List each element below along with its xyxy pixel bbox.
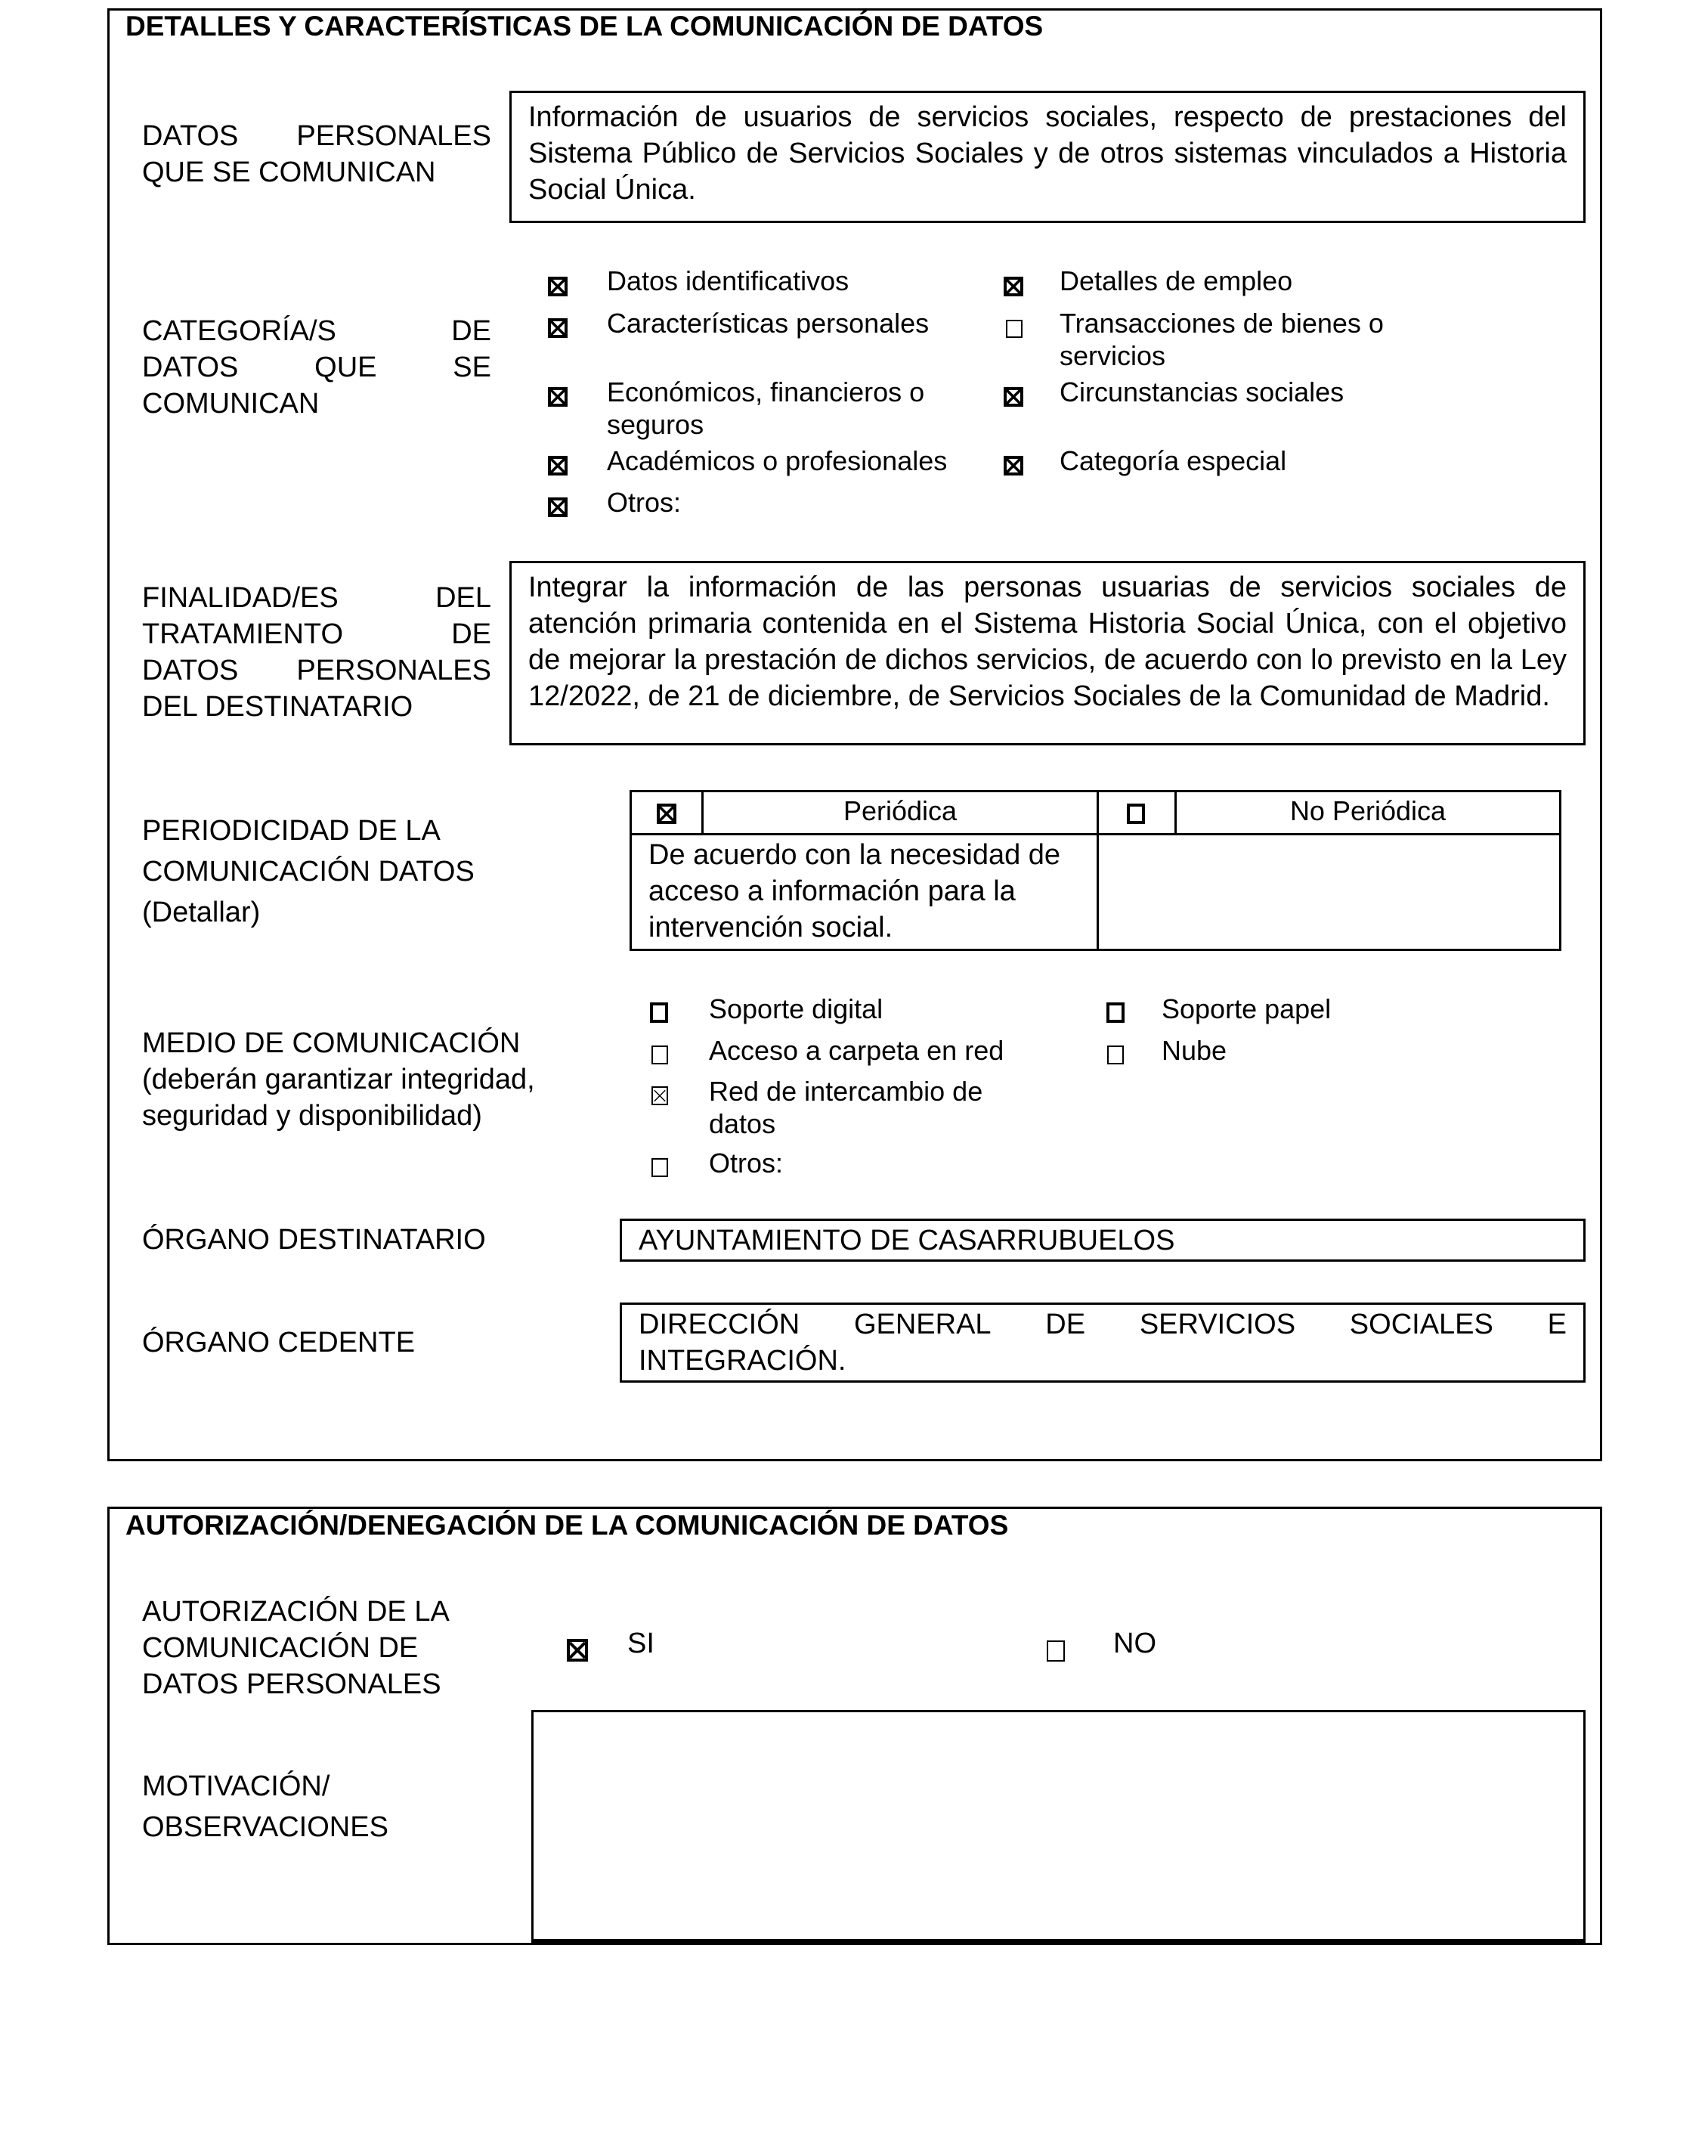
- authorization-label: [142, 1594, 565, 1702]
- personal-data-value: Información de usuarios de servicios sociales, respecto de prestaciones del Sistema Público de Servicios Sociales y de otros sistemas vinculados a Historia Social Única.: [528, 101, 1567, 206]
- categories-label-word: DATOS: [142, 352, 239, 383]
- category-label-economicos: [607, 376, 970, 441]
- medium-label-line: MEDIO DE COMUNICACIÓN: [142, 1027, 521, 1059]
- non-periodic-detail-cell[interactable]: [1098, 835, 1561, 950]
- medium-label: [142, 1025, 596, 1134]
- checked-x-icon: [551, 459, 565, 472]
- categories-label-word: QUE: [314, 352, 377, 383]
- non-periodic-header: [1176, 791, 1561, 835]
- transferor-value-word: SERVICIOS: [1139, 1309, 1296, 1340]
- categories-label: [142, 313, 491, 422]
- personal-data-label-line: QUE SE COMUNICAN: [142, 156, 436, 188]
- category-checkbox-categoria-especial[interactable]: [1004, 456, 1023, 475]
- purpose-label-line: DEL DESTINATARIO: [142, 691, 413, 723]
- transferor-value-word: E: [1547, 1309, 1567, 1340]
- checked-x-icon: [570, 1642, 585, 1659]
- periodicity-label-line: PERIODICIDAD DE LA: [142, 815, 441, 847]
- category-label-categoria-especial: Categoría especial: [1060, 445, 1287, 476]
- transferor-value-word: SOCIALES: [1349, 1309, 1493, 1340]
- authorization-no-label: NO: [1113, 1628, 1156, 1659]
- motivation-field[interactable]: [531, 1710, 1586, 1943]
- non-periodic-checkbox[interactable]: [1127, 804, 1145, 824]
- categories-label-line: COMUNICAN: [142, 388, 320, 420]
- checked-x-icon: [660, 807, 673, 821]
- category-label-academicos: Académicos o profesionales: [607, 445, 948, 476]
- medium-label-soporte-digital: Soporte digital: [709, 993, 883, 1024]
- category-label-economicos-text: Económicos, financieros o seguros: [607, 376, 925, 440]
- medium-label-nube: Nube: [1162, 1035, 1227, 1066]
- category-checkbox-circunstancias-sociales[interactable]: [1004, 387, 1023, 407]
- transferor-value-word: DE: [1045, 1309, 1086, 1340]
- category-label-caracteristicas-personales: Características personales: [607, 308, 930, 339]
- periodicity-label: [142, 810, 565, 933]
- periodic-checkbox[interactable]: [657, 804, 676, 824]
- periodic-checkbox-cell[interactable]: [631, 791, 703, 835]
- motivation-label-line: OBSERVACIONES: [142, 1811, 388, 1843]
- authorization-yes-label: SI: [627, 1628, 654, 1659]
- checked-x-icon: [551, 280, 565, 293]
- purpose-value: Integrar la información de las personas usuarias de servicios sociales de atención primaria contenida en el Sistema Historia Social Única, con el objetivo de mejorar la prestación de dichos servicios, de acuerdo con lo previsto en la Ley 12/2022, de 21 de diciembre, de Servicios Sociales de la Comunidad de Madrid.: [528, 572, 1567, 712]
- authorization-label-line: AUTORIZACIÓN DE LA: [142, 1596, 450, 1628]
- transferor-label: ÓRGANO CEDENTE: [142, 1327, 416, 1358]
- checked-x-icon: [551, 390, 565, 404]
- non-periodic-label: No Periódica: [1289, 795, 1447, 826]
- details-section-title: DETALLES Y CARACTERÍSTICAS DE LA COMUNICACIÓN DE DATOS: [125, 11, 1044, 42]
- transferor-value-word: DIRECCIÓN: [639, 1309, 800, 1340]
- medium-checkbox-otros[interactable]: [651, 1158, 668, 1177]
- motivation-label: [142, 1766, 520, 1848]
- personal-data-field[interactable]: [509, 91, 1586, 223]
- purpose-field[interactable]: [509, 561, 1586, 745]
- checked-x-icon: [551, 321, 565, 335]
- periodic-detail: De acuerdo con la necesidad de acceso a información para la intervención social.: [648, 839, 1061, 943]
- category-label-circunstancias-sociales: Circunstancias sociales: [1060, 376, 1344, 407]
- categories-label-word: SE: [453, 352, 491, 383]
- purpose-label-word: DEL: [435, 582, 491, 614]
- non-periodic-checkbox-cell[interactable]: [1098, 791, 1176, 835]
- transferor-field[interactable]: [620, 1303, 1586, 1383]
- medium-checkbox-red-intercambio[interactable]: [651, 1086, 668, 1105]
- categories-label-word: CATEGORÍA/S: [142, 315, 336, 347]
- purpose-label-word: PERSONALES: [296, 655, 491, 686]
- medium-checkbox-carpeta-red[interactable]: [651, 1045, 668, 1064]
- medium-label-soporte-papel: Soporte papel: [1162, 993, 1332, 1024]
- category-checkbox-detalles-empleo[interactable]: [1004, 277, 1023, 296]
- transferor-value-line: INTEGRACIÓN.: [639, 1345, 846, 1377]
- category-label-datos-identificativos: Datos identificativos: [607, 265, 849, 296]
- periodicity-label-line: (Detallar): [142, 897, 261, 928]
- medium-label-line: (deberán garantizar integridad,: [142, 1064, 535, 1095]
- recipient-field[interactable]: [620, 1219, 1586, 1262]
- periodic-label: Periódica: [843, 795, 958, 826]
- personal-data-label: [142, 118, 491, 191]
- checked-x-icon: [1007, 280, 1020, 293]
- category-checkbox-caracteristicas-personales[interactable]: [548, 318, 568, 338]
- periodicity-table: [630, 790, 1561, 951]
- category-checkbox-datos-identificativos[interactable]: [548, 277, 568, 296]
- periodic-detail-cell[interactable]: [631, 835, 1098, 950]
- periodic-header: [703, 791, 1098, 835]
- medium-checkbox-soporte-digital[interactable]: [650, 1002, 668, 1023]
- category-label-transacciones-text: Transacciones de bienes o servicios: [1060, 308, 1384, 371]
- authorization-section-title: AUTORIZACIÓN/DENEGACIÓN DE LA COMUNICACIÓN DE DATOS: [125, 1510, 1009, 1541]
- authorization-label-line: DATOS PERSONALES: [142, 1668, 441, 1700]
- category-label-detalles-empleo: Detalles de empleo: [1060, 265, 1293, 296]
- recipient-label: ÓRGANO DESTINATARIO: [142, 1224, 486, 1256]
- medium-label-red-intercambio: [709, 1075, 1011, 1140]
- medium-checkbox-nube[interactable]: [1107, 1045, 1124, 1064]
- category-checkbox-otros[interactable]: [548, 497, 568, 517]
- medium-label-carpeta-red: Acceso a carpeta en red: [709, 1035, 1004, 1066]
- medium-checkbox-soporte-papel[interactable]: [1106, 1002, 1125, 1023]
- transferor-value-word: GENERAL: [853, 1309, 992, 1340]
- checked-x-icon: [1007, 459, 1020, 472]
- category-checkbox-academicos[interactable]: [548, 456, 568, 475]
- authorization-label-line: COMUNICACIÓN DE: [142, 1632, 419, 1664]
- category-checkbox-economicos[interactable]: [548, 387, 568, 407]
- checked-x-icon: [1007, 390, 1020, 404]
- medium-label-red-intercambio-text: Red de intercambio de datos: [709, 1076, 983, 1139]
- purpose-label: [142, 580, 491, 725]
- checked-x-icon: [551, 500, 565, 514]
- category-label-otros: Otros:: [607, 487, 682, 518]
- personal-data-label-word: DATOS: [142, 120, 239, 152]
- authorization-no-checkbox[interactable]: [1047, 1640, 1065, 1662]
- periodicity-label-line: COMUNICACIÓN DATOS: [142, 856, 475, 887]
- personal-data-label-word: PERSONALES: [296, 120, 491, 152]
- medium-label-otros: Otros:: [709, 1148, 784, 1179]
- recipient-value: AYUNTAMIENTO DE CASARRUBUELOS: [639, 1225, 1175, 1256]
- purpose-label-word: DATOS: [142, 655, 239, 686]
- categories-label-word: DE: [451, 315, 491, 347]
- purpose-label-word: TRATAMIENTO: [142, 618, 343, 650]
- category-label-transacciones: [1060, 307, 1437, 372]
- purpose-label-word: DE: [451, 618, 491, 650]
- checked-x-icon: [653, 1088, 667, 1104]
- medium-label-line: seguridad y disponibilidad): [142, 1100, 482, 1132]
- motivation-label-line: MOTIVACIÓN/: [142, 1770, 330, 1802]
- purpose-label-word: FINALIDAD/ES: [142, 582, 339, 614]
- category-checkbox-transacciones[interactable]: [1006, 320, 1023, 338]
- authorization-yes-checkbox[interactable]: [567, 1639, 588, 1662]
